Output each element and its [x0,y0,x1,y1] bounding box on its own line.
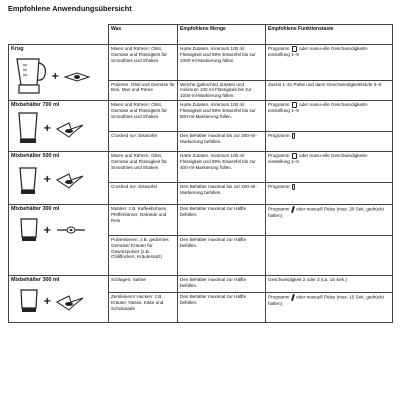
svg-text:+: + [43,296,52,307]
appliance-name: Mixbehälter 300 ml [11,277,60,283]
cell-menge: Harte Zutaten, minimum 100 ml Flüssigkeit und 99% Eiswürfel bis zur 500-ml-Markierung füllen. [178,101,266,132]
taste-post: oder manuell Pulse (max. 15 Sek. gedrückt halten) [268,294,384,306]
cell-taste [266,183,393,205]
cell-was: Pürieren: Obst und Gemüse für Brei, Mus und Püree [109,80,178,100]
cell-was: Pulverisieren: z.B. gedörrtes Gemüse/ Kräuter für Gewürzpulver (z.B. Chiliflocken, Kräutersalz) [109,236,178,276]
taste-post: oder manu-elle Geschwindigkeits-einstellung 1–6 [268,102,369,114]
appliance-cell-500 [9,152,109,205]
cell-taste [266,205,393,236]
taste-pre: Programm [268,294,290,300]
cell-taste: Zuerst 1–2x Pulse und dann Geschwindigkeitsstufe 3–6 [266,80,393,100]
knife-program-icon [291,294,295,301]
jug-blade-illustration [11,55,101,99]
cell-was: Zerkleinern/ Hacken: z.B. Kräuter, Nüsse, Käse und Schokolade [109,293,178,323]
cell-taste [266,101,393,132]
cell-taste [266,152,393,183]
header-taste: Empfohlene Funktionstaste [266,25,393,45]
taste-pre: Programm [268,153,290,159]
cell-menge: Harte Zutaten, minimum 100 ml Flüssigkeit und 99% Eiswürfel bis zur 1000-ml-Markierung füllen. [178,45,266,81]
svg-text:+: + [43,174,52,185]
appliance-cell-300-whip [9,276,109,323]
cell-taste [266,293,393,323]
table-row [9,45,393,81]
cell-was: Crushed Ice: Eiswürfel [109,132,178,152]
ice-program-icon [292,133,295,139]
cell-menge: Harte Zutaten, minimum 100 ml Flüssigkeit und 99% Eiswürfel bis zur 400-ml-Markierung füllen. [178,152,266,183]
application-table [8,24,393,323]
small-cup-blade-illustration [11,215,101,245]
header-blank [9,25,109,45]
appliance-name: Mixbehälter 300 ml [11,206,60,212]
table-row [9,101,393,132]
cell-was: Schlagen: Sahne [109,276,178,293]
appliance-cell-700 [9,101,109,152]
taste-pre: Programm [268,46,290,52]
cell-menge: Weiche (gekochte) Zutaten und minimum 100 ml Flüssigkeit bis zur 1000-ml-Markierung füllen. [178,80,266,100]
appliance-cell-krug [9,45,109,101]
knife-program-icon [291,206,295,213]
cell-taste [266,132,393,152]
cell-menge: Den Behälter maximal zur Hälfte befüllen. [178,293,266,323]
appliance-cell-300-grind [9,205,109,276]
taste-pre: Programm [268,206,290,212]
page-title: Empfohlene Anwendungsübersicht [8,4,132,13]
header-menge: Empfohlene Menge [178,25,266,45]
taste-pre: Programm [268,102,290,108]
cell-menge: Den Behälter maximal bis zur 200-ml-Markierung befüllen. [178,132,266,152]
cell-was: Mixen und Rühren: Obst, Gemüse und Flüssigkeit für Smoothies und Shakes [109,45,178,81]
svg-text:+: + [43,225,52,236]
cell-was: Mahlen: z.B. Kaffeebohnen, Pfefferkörner, Getreide und Reis [109,205,178,236]
cell-taste [266,236,393,276]
table-row [9,152,393,183]
cell-menge: Den Behälter maximal bis zur 200-ml-Markierung befüllen. [178,183,266,205]
cell-taste: Geschwindigkeit 2 oder 3 (ca. 15 Sek.) [266,276,393,293]
svg-text:+: + [43,123,52,134]
table-row [9,205,393,236]
cell-was: Mixen und Rühren: Obst, Gemüse und Flüssigkeit für Smoothies und Shakes [109,152,178,183]
cell-menge: Den Behälter maximal zur Hälfte befüllen. [178,205,266,236]
taste-post: oder manu-elle Geschwindigkeits-einstellung 1–6 [268,153,369,165]
ice-program-icon [292,184,295,190]
taste-pre: Programm [268,133,290,139]
appliance-name: Mixbehälter 500 ml [11,153,60,159]
table-row [9,276,393,293]
taste-post: oder manuell Pulse (max. 20 Sek. gedrückt halten) [268,206,384,218]
appliance-name: Mixbehälter 700 ml [11,102,60,108]
small-cup-blade-illustration [11,286,101,316]
appliance-name: Krug [11,46,24,52]
taste-pre: Programm [268,184,290,190]
cup-blade-illustration [11,162,101,196]
cell-was: Crushed Ice: Eiswürfel [109,183,178,205]
cell-was: Mixen und Rühren: Obst, Gemüse und Flüssigkeit für Smoothies und Shakes [109,101,178,132]
svg-text:+: + [51,71,60,82]
header-was: Was [109,25,178,45]
taste-post: oder manu-elle Geschwindigkeits-einstellung 1–6 [268,46,369,58]
cell-menge: Den Behälter maximal zur Hälfte befüllen. [178,236,266,276]
cell-menge: Den Behälter maximal zur Hälfte befüllen. [178,276,266,293]
cup-blade-illustration [11,111,101,145]
cell-taste [266,45,393,81]
table-header-row [9,25,393,45]
